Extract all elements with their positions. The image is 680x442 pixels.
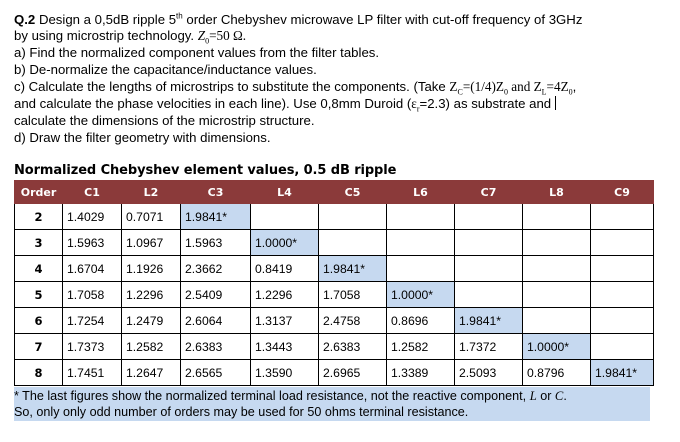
part-d: d) Draw the filter geometry with dimensions.: [14, 130, 271, 145]
empty-cell: [591, 204, 654, 230]
value-cell: 1.0967: [122, 230, 181, 256]
column-header: Order: [15, 181, 63, 204]
empty-cell: [455, 230, 523, 256]
value-cell: 2.6064: [181, 308, 251, 334]
value-cell: 0.7071: [122, 204, 181, 230]
value-cell: 1.9841*: [455, 308, 523, 334]
empty-cell: [523, 256, 591, 282]
zl-subscript: L: [541, 87, 547, 97]
column-header: C9: [591, 181, 654, 204]
value-cell: 1.2647: [122, 360, 181, 386]
value-cell: 1.3389: [387, 360, 455, 386]
footnote-line-2: So, only only odd number of orders may be used for 50 ohms terminal resistance.: [14, 405, 469, 419]
footnote-c-symbol: C: [554, 389, 564, 403]
question-text-1b: order Chebyshev microwave LP filter with cut-off frequency of 3GHz: [182, 12, 583, 27]
table-header-row: [15, 181, 654, 204]
zl-z0-subscript: 0: [568, 87, 573, 97]
order-cell: 2: [15, 204, 63, 230]
value-cell: 1.4029: [63, 204, 122, 230]
value-cell: 1.1926: [122, 256, 181, 282]
value-cell: 2.3662: [181, 256, 251, 282]
column-header: L6: [387, 181, 455, 204]
column-header: L2: [122, 181, 181, 204]
value-cell: 1.9841*: [319, 256, 387, 282]
value-cell: 1.6704: [63, 256, 122, 282]
part-b: b) De-normalize the capacitance/inductance values.: [14, 62, 317, 77]
column-header: C1: [63, 181, 122, 204]
order-cell: 8: [15, 360, 63, 386]
part-c-text-2a: and calculate the phase velocities in each line). Use 0,8mm Duroid (: [14, 96, 412, 111]
table-row: [15, 256, 654, 282]
column-header: L4: [251, 181, 319, 204]
question-text-2a: by using microstrip technology.: [14, 28, 198, 43]
text-cursor: [555, 96, 556, 110]
empty-cell: [591, 334, 654, 360]
value-cell: 1.3443: [251, 334, 319, 360]
question-line-2: [14, 28, 246, 44]
table-row: [15, 308, 654, 334]
empty-cell: [387, 230, 455, 256]
zc-subscript: C: [457, 87, 463, 97]
zl-symbol: Z: [533, 79, 542, 94]
question-text-1a: Design a 0,5dB ripple 5: [38, 12, 177, 27]
footnote-text-1: * The last figures show the normalized terminal load resistance, not the reactive component,: [14, 389, 530, 403]
table-row: [15, 282, 654, 308]
empty-cell: [319, 204, 387, 230]
value-cell: 2.5093: [455, 360, 523, 386]
empty-cell: [523, 230, 591, 256]
empty-cell: [319, 230, 387, 256]
value-cell: 2.6565: [181, 360, 251, 386]
value-cell: 0.8696: [387, 308, 455, 334]
value-cell: 1.7373: [63, 334, 122, 360]
empty-cell: [591, 282, 654, 308]
zc-symbol: Z: [449, 79, 458, 94]
value-cell: 2.6965: [319, 360, 387, 386]
value-cell: 1.9841*: [591, 360, 654, 386]
table-row: [15, 334, 654, 360]
column-header: L8: [523, 181, 591, 204]
value-cell: 2.6383: [181, 334, 251, 360]
zc-z0-subscript: 0: [503, 87, 508, 97]
value-cell: 1.5963: [181, 230, 251, 256]
empty-cell: [455, 256, 523, 282]
part-c-line-2: [14, 96, 556, 112]
element-values-table: [14, 180, 654, 386]
question-text-1-sup: th: [176, 11, 183, 21]
part-c-text-1: c) Calculate the lengths of microstrips to substitute the components. (Take: [14, 79, 450, 94]
zl-formula: =4Z: [546, 79, 569, 94]
column-header: C5: [319, 181, 387, 204]
value-cell: 1.0000*: [387, 282, 455, 308]
order-cell: 4: [15, 256, 63, 282]
footnote-period: .: [563, 389, 567, 403]
z0-symbol: Z: [197, 28, 206, 43]
value-cell: 1.7372: [455, 334, 523, 360]
value-cell: 1.7451: [63, 360, 122, 386]
value-cell: 1.5963: [63, 230, 122, 256]
value-cell: 1.3137: [251, 308, 319, 334]
empty-cell: [387, 256, 455, 282]
footnote: [14, 387, 650, 421]
table-row: [15, 204, 654, 230]
value-cell: 1.9841*: [181, 204, 251, 230]
value-cell: 1.2479: [122, 308, 181, 334]
value-cell: 1.2296: [122, 282, 181, 308]
part-c-line-3: calculate the dimensions of the microstrip structure.: [14, 113, 315, 128]
empty-cell: [523, 204, 591, 230]
value-cell: 0.8796: [523, 360, 591, 386]
part-c-comma: ,: [572, 79, 577, 94]
table-body: [15, 204, 654, 386]
order-cell: 7: [15, 334, 63, 360]
epsilon-symbol: ε: [411, 96, 417, 111]
table-title-text: Normalized Chebyshev element values, 0.5 dB ripple: [14, 163, 397, 178]
part-c-text-2b: =2.3) as substrate and: [419, 96, 552, 111]
empty-cell: [591, 308, 654, 334]
empty-cell: [251, 204, 319, 230]
part-c-line-1: [14, 79, 576, 95]
value-cell: 1.2582: [387, 334, 455, 360]
value-cell: 1.2296: [251, 282, 319, 308]
empty-cell: [523, 282, 591, 308]
value-cell: 1.7058: [319, 282, 387, 308]
column-header: C7: [455, 181, 523, 204]
footnote-l-symbol: L: [529, 389, 537, 403]
zc-formula: =(1/4)Z: [462, 79, 504, 94]
value-cell: 2.6383: [319, 334, 387, 360]
order-cell: 3: [15, 230, 63, 256]
value-cell: 0.8419: [251, 256, 319, 282]
question-text-2b: =50 Ω.: [209, 28, 247, 43]
empty-cell: [455, 282, 523, 308]
value-cell: 1.7058: [63, 282, 122, 308]
value-cell: 1.0000*: [523, 334, 591, 360]
order-cell: 6: [15, 308, 63, 334]
empty-cell: [591, 230, 654, 256]
value-cell: 1.0000*: [251, 230, 319, 256]
footnote-or: or: [536, 389, 555, 403]
part-a: a) Find the normalized component values from the filter tables.: [14, 45, 380, 60]
and-word: and: [507, 79, 534, 94]
question-line-1: [14, 12, 582, 28]
value-cell: 1.2582: [122, 334, 181, 360]
value-cell: 2.5409: [181, 282, 251, 308]
empty-cell: [387, 204, 455, 230]
value-cell: 1.7254: [63, 308, 122, 334]
footnote-line-1: [14, 388, 648, 404]
empty-cell: [523, 308, 591, 334]
table-row: [15, 360, 654, 386]
column-header: C3: [181, 181, 251, 204]
question-number: Q.2: [14, 12, 36, 27]
value-cell: 1.3590: [251, 360, 319, 386]
order-cell: 5: [15, 282, 63, 308]
z0-subscript: 0: [205, 36, 210, 46]
epsilon-subscript: r: [416, 104, 420, 114]
empty-cell: [591, 256, 654, 282]
value-cell: 2.4758: [319, 308, 387, 334]
table-row: [15, 230, 654, 256]
empty-cell: [455, 204, 523, 230]
table-title: [14, 163, 396, 178]
